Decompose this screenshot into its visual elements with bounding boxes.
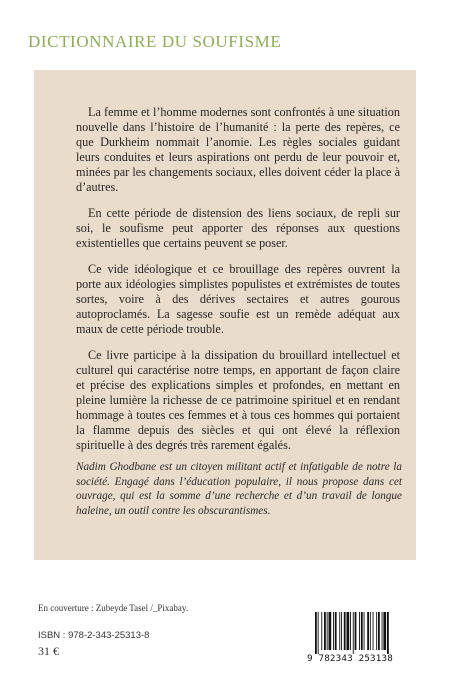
author-note: Nadim Ghodbane est un citoyen militant actif et infatigable de notre la société. Engagé dans l’éducation populaire, il nous propose dans cet ouvrage, qui est la somme d’une recherche et d’un travail de longue haleine, un outil contre les obscurantismes. [76,461,402,517]
blurb-paragraph-2: En cette période de distension des liens sociaux, de repli sur soi, le soufisme peut apporter des réponses aux questions existentielles que certains peuvent se poser. [76,206,400,250]
isbn: ISBN : 978-2-343-25313-8 [38,630,150,641]
book-title: DICTIONNAIRE DU SOUFISME [28,32,282,51]
blurb-paragraph-3: Ce vide idéologique et ce brouillage des repères ouvrent la porte aux idéologies simplistes populistes et extrémistes de toutes sortes, voire à des dérives sectaires et autres gourous autoproclamés. La sagesse soufie est un remède adéquat aux maux de cette période trouble. [76,262,400,336]
price: 31 € [38,644,59,658]
barcode-digits: 9 782343 253138 [307,653,393,664]
barcode-bars-icon [315,612,413,654]
blurb-text [76,105,400,464]
cover-credit: En couverture : Zubeyde Tasel /_Pixabay. [38,603,189,613]
blurb-paragraph-4: Ce livre participe à la dissipation du brouillard intellectuel et culturel qui caractérise notre temps, en apportant de façon claire et précise des explications simples et profondes, en mettant en pleine lumière la richesse de ce patrimoine spirituel et en rendant hommage à toutes ces femmes et à tous ces hommes qui portaient la flamme depuis des siècles et qui ont élevé la réflexion spirituelle à des degrés très rarement égalés. [76,348,400,452]
barcode [305,612,417,666]
blurb-paragraph-1: La femme et l’homme modernes sont confrontés à une situation nouvelle dans l’histoire de l’humanité : la perte des repères, ce que Durkheim nommait l’anomie. Les règles sociales guidant leurs conduites et leurs aspirations ont perdu de leur pouvoir et, minées par les changements sociaux, elles doivent céder la place à d’autres. [76,105,400,194]
